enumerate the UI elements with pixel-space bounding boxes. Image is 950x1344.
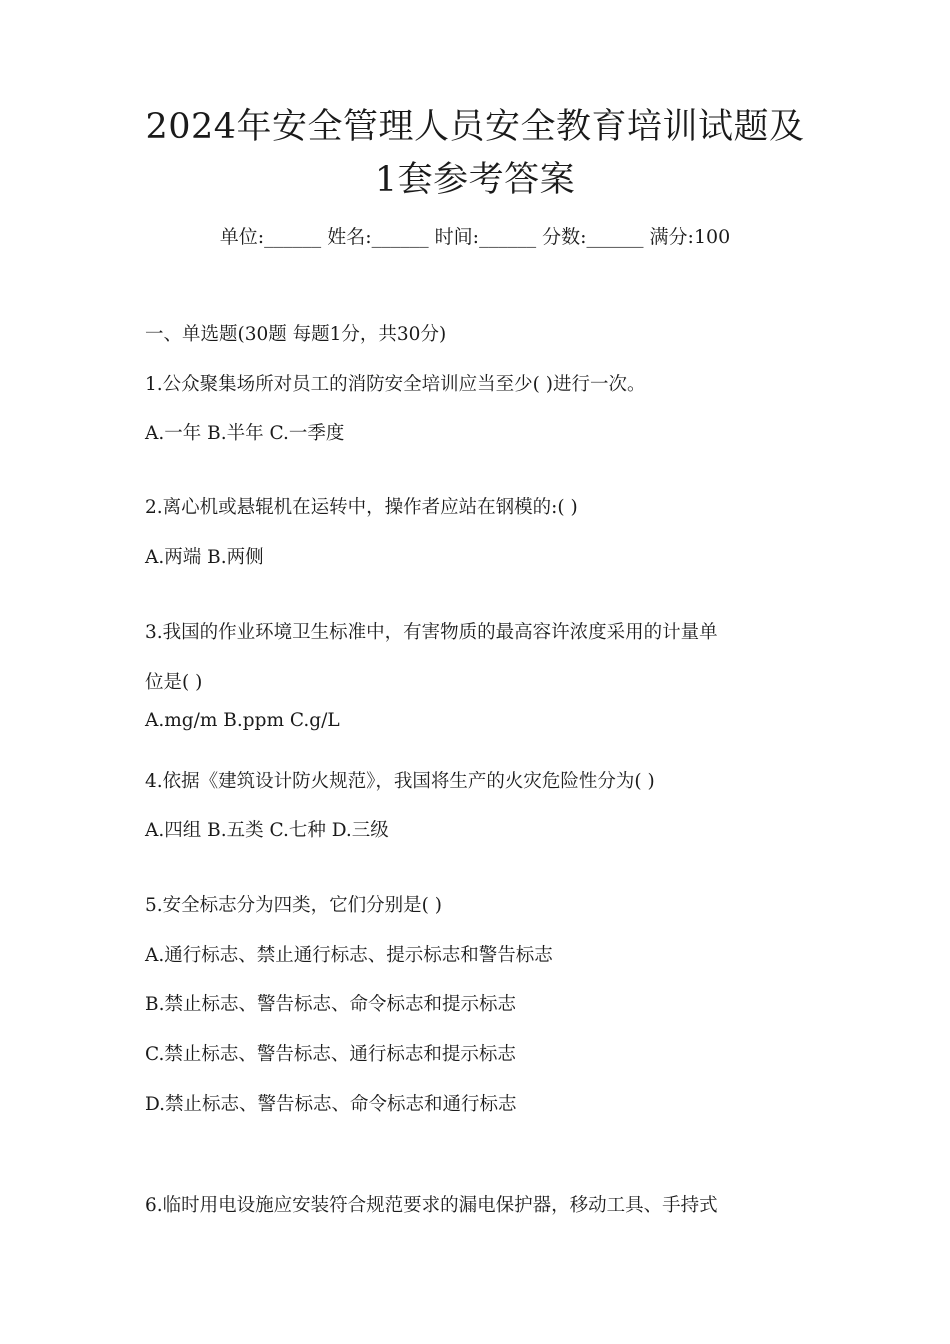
question-2-options: A.两端 B.两侧 xyxy=(145,547,264,568)
question-5-option-c: C.禁止标志、警告标志、通行标志和提示标志 xyxy=(145,1044,516,1065)
question-5-option-a: A.通行标志、禁止通行标志、提示标志和警告标志 xyxy=(145,945,553,966)
question-1-stem: 1.公众聚集场所对员工的消防安全培训应当至少( )进行一次。 xyxy=(145,374,646,395)
question-4-stem: 4.依据《建筑设计防火规范》，我国将生产的火灾危险性分为( ) xyxy=(145,771,655,792)
question-6-stem: 6.临时用电设施应安装符合规范要求的漏电保护器，移动工具、手持式 xyxy=(145,1195,718,1216)
question-2-stem: 2.离心机或悬辊机在运转中，操作者应站在钢模的:( ) xyxy=(145,497,578,518)
question-5-option-d: D.禁止标志、警告标志、命令标志和通行标志 xyxy=(145,1094,517,1115)
document-title-line-2: 1套参考答案 xyxy=(374,160,576,200)
document-title-line-1: 2024年安全管理人员安全教育培训试题及 xyxy=(145,107,805,147)
question-3-options: A.mg/m B.ppm C.g/L xyxy=(145,710,340,731)
question-3-stem-line-2: 位是( ) xyxy=(145,672,203,693)
question-3-stem-line-1: 3.我国的作业环境卫生标准中，有害物质的最高容许浓度采用的计量单 xyxy=(145,622,718,643)
header-info-fields: 单位:______ 姓名:______ 时间:______ 分数:______ 满分:100 xyxy=(219,226,731,248)
question-5-stem: 5.安全标志分为四类，它们分别是( ) xyxy=(145,895,442,916)
question-5-option-b: B.禁止标志、警告标志、命令标志和提示标志 xyxy=(145,994,516,1015)
question-4-options: A.四组 B.五类 C.七种 D.三级 xyxy=(145,820,389,841)
question-1-options: A.一年 B.半年 C.一季度 xyxy=(145,423,345,444)
section-heading: 一、单选题(30题 每题1分，共30分) xyxy=(145,324,447,345)
